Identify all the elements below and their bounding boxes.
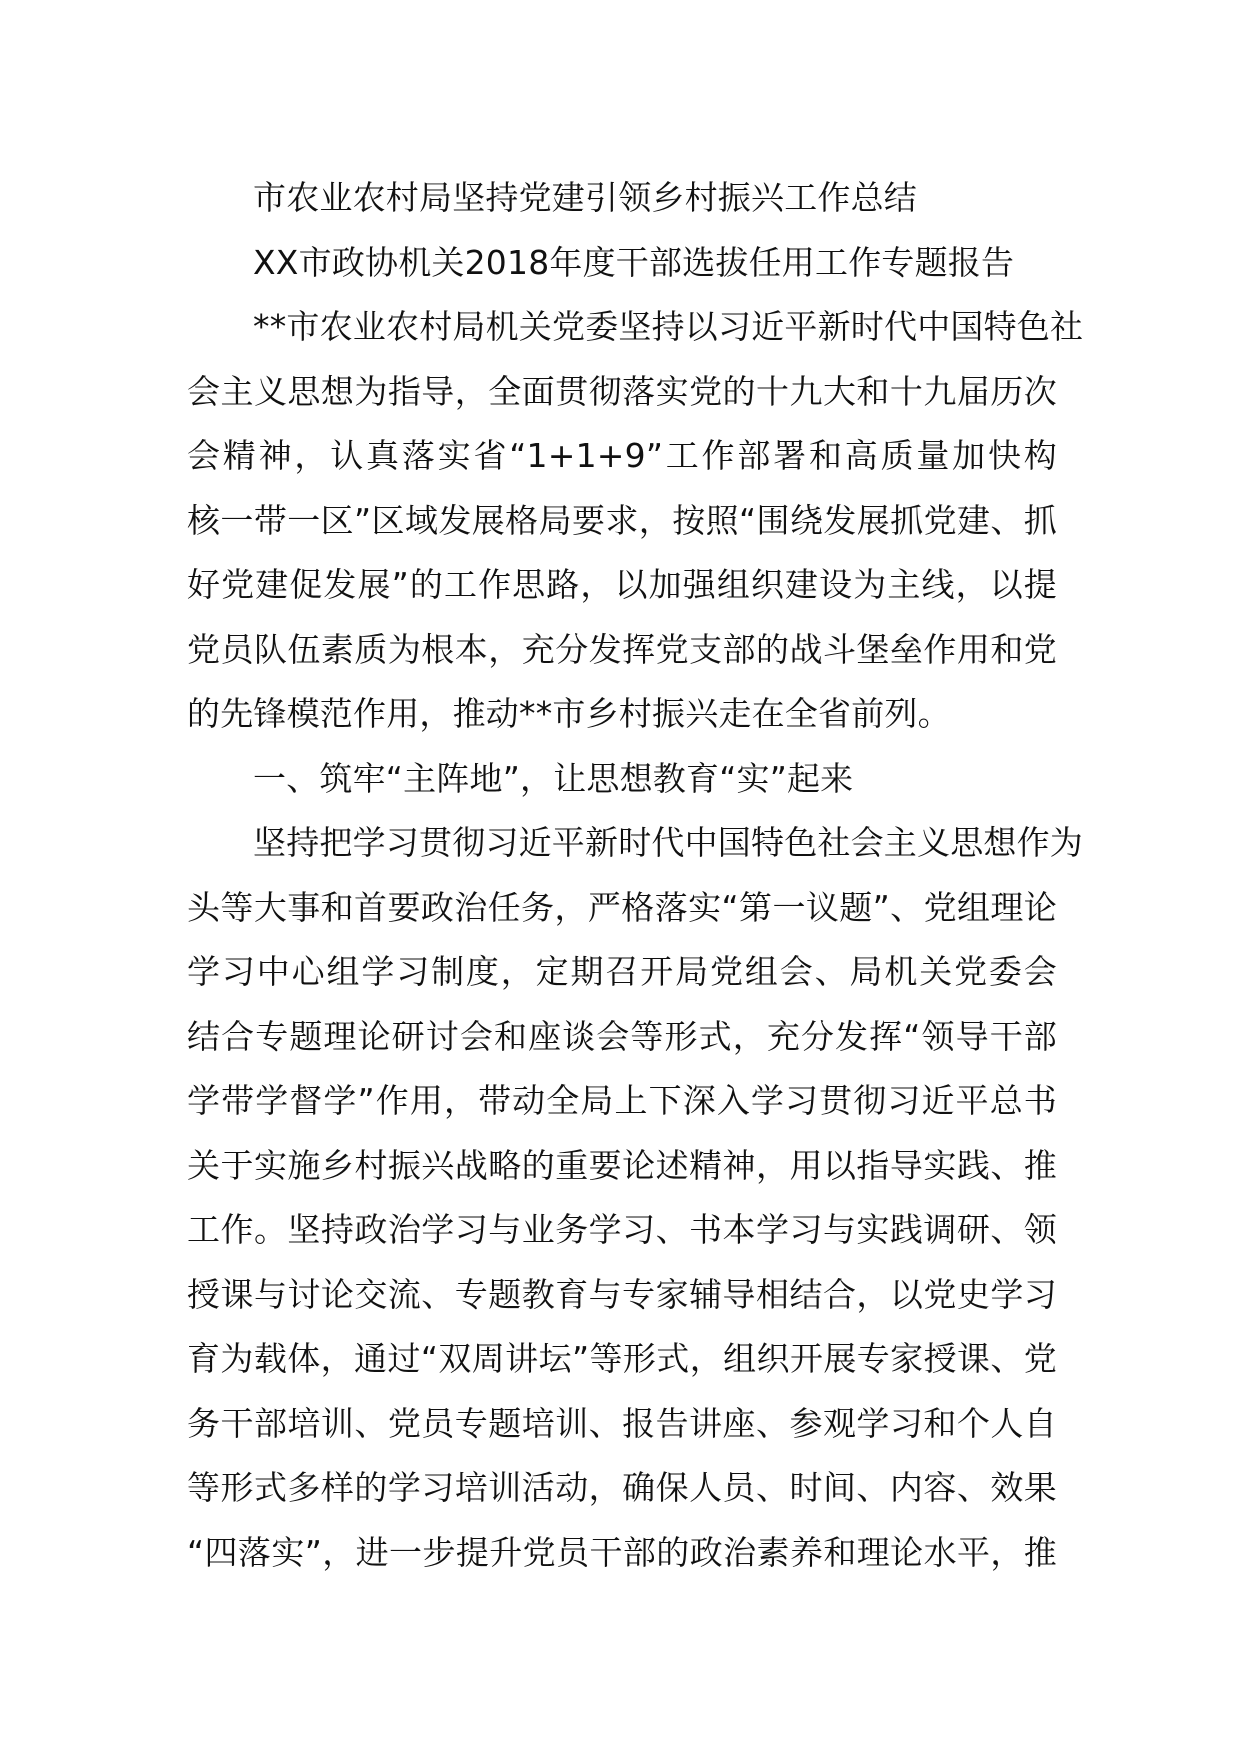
paragraph-line: 会精神，认真落实省“1+1+9”工作部署和高质量加快构: [187, 436, 1057, 475]
paragraph-line: 核一带一区”区域发展格局要求，按照“围绕发展抓党建、抓: [187, 500, 1057, 540]
paragraph-line: **市农业农村局机关党委坚持以习近平新时代中国特色社: [253, 307, 1084, 346]
paragraph-line: 学带学督学”作用，带动全局上下深入学习贯彻习近平总书: [187, 1081, 1057, 1120]
document-subtitle: XX市政协机关2018年度干部选拔任用工作专题报告: [253, 242, 1015, 282]
document-title: 市农业农村局坚持党建引领乡村振兴工作总结: [253, 178, 917, 217]
paragraph-line: 学习中心组学习制度，定期召开局党组会、局机关党委会: [187, 952, 1057, 991]
section-heading: 一、筑牢“主阵地”，让思想教育“实”起来: [253, 758, 854, 798]
paragraph-section-1: [187, 811, 1083, 1585]
paragraph-line: 务干部培训、党员专题培训、报告讲座、参观学习和个人自: [187, 1403, 1057, 1443]
paragraph-line: “四落实”，进一步提升党员干部的政治素养和理论水平，推: [187, 1532, 1057, 1572]
paragraph-line: 育为载体，通过“双周讲坛”等形式，组织开展专家授课、党: [187, 1339, 1057, 1378]
paragraph-line: 等形式多样的学习培训活动，确保人员、时间、内容、效果: [187, 1468, 1057, 1507]
paragraph-line: 坚持把学习贯彻习近平新时代中国特色社会主义思想作为: [253, 823, 1083, 862]
paragraph-line: 会主义思想为指导，全面贯彻落实党的十九大和十九届历次: [187, 371, 1057, 411]
paragraph-line: 党员队伍素质为根本，充分发挥党支部的战斗堡垒作用和党: [187, 629, 1057, 669]
paragraph-line: 的先锋模范作用，推动**市乡村振兴走在全省前列。: [187, 694, 951, 733]
paragraph-line: 好党建促发展”的工作思路，以加强组织建设为主线，以提: [187, 565, 1057, 604]
paragraph-line: 头等大事和首要政治任务，严格落实“第一议题”、党组理论: [187, 887, 1057, 927]
paragraph-line: 授课与讨论交流、专题教育与专家辅导相结合，以党史学习: [187, 1274, 1057, 1314]
paragraph-intro: [187, 295, 1084, 747]
document-body: [187, 166, 1084, 1585]
paragraph-line: 关于实施乡村振兴战略的重要论述精神，用以指导实践、推: [187, 1145, 1057, 1185]
paragraph-line: 结合专题理论研讨会和座谈会等形式，充分发挥“领导干部: [187, 1016, 1057, 1056]
paragraph-line: 工作。坚持政治学习与业务学习、书本学习与实践调研、领: [187, 1210, 1057, 1249]
